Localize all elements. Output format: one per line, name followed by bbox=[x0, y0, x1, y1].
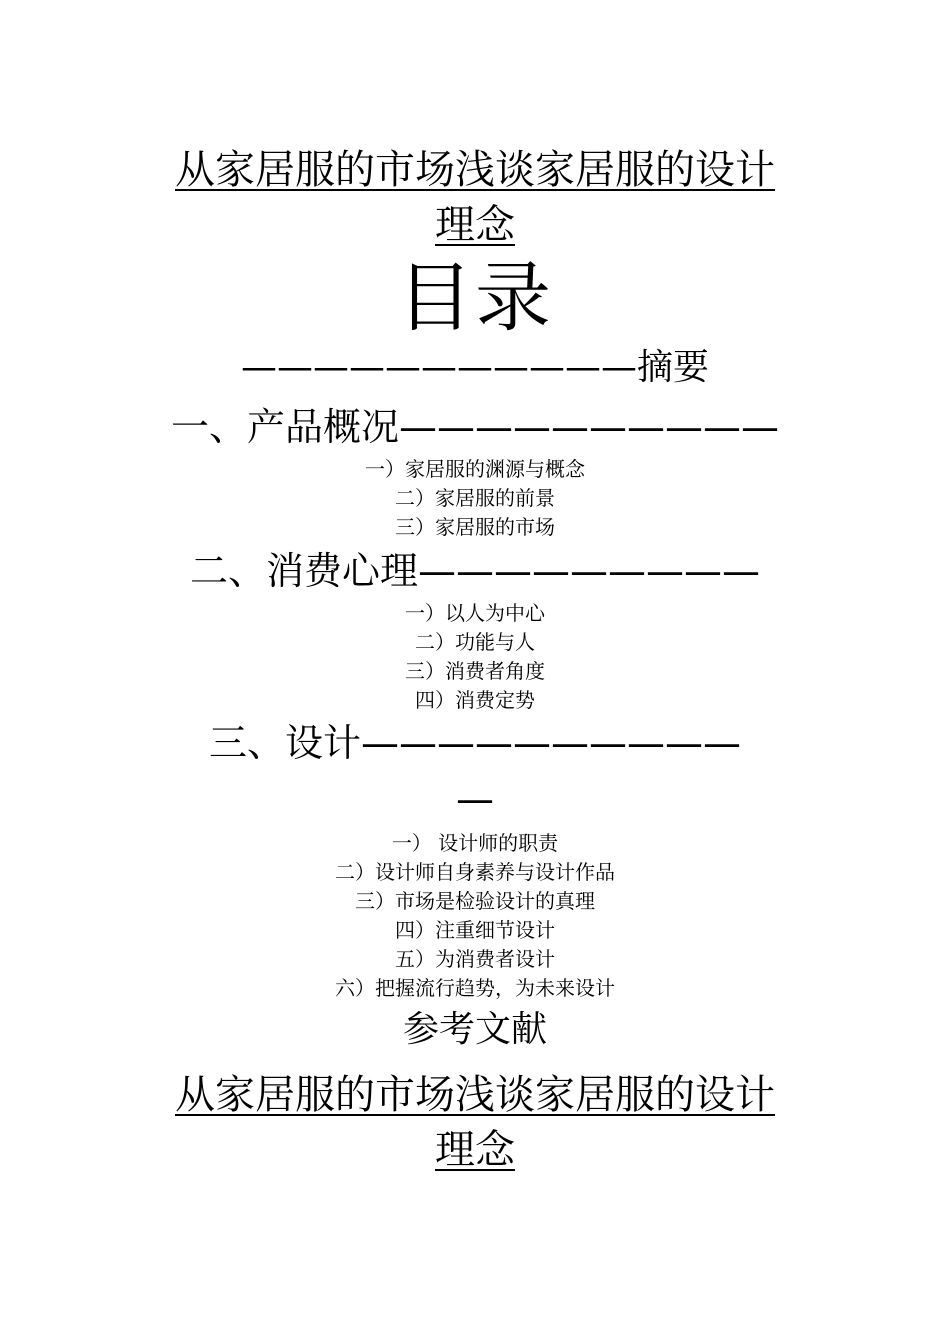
toc-section-label: 二、消费心理 bbox=[189, 549, 418, 593]
toc-subitem: 二）功能与人 bbox=[415, 630, 535, 654]
toc-subitem: 三）消费者角度 bbox=[405, 659, 545, 683]
toc-dash-leader: ————————— bbox=[418, 549, 760, 593]
document-title-line2: 理念 bbox=[435, 202, 515, 248]
toc-subitem: 二）家居服的前景 bbox=[395, 486, 555, 510]
toc-subitem: 三）市场是检验设计的真理 bbox=[355, 889, 595, 913]
toc-section-label: 三、设计 bbox=[208, 721, 361, 765]
toc-subitem: 二）设计师自身素养与设计作品 bbox=[335, 860, 615, 884]
toc-entry-label: 摘要 bbox=[636, 347, 709, 388]
toc-dash-leader: —————————— bbox=[361, 721, 741, 765]
toc-subitem: 四）注重细节设计 bbox=[395, 918, 555, 942]
toc-subitem: 四）消费定势 bbox=[415, 688, 535, 712]
toc-subitem: 五）为消费者设计 bbox=[395, 947, 555, 971]
toc-dash-leader: ——————————— bbox=[240, 347, 637, 388]
toc-entry-references: 参考文献 bbox=[402, 1009, 547, 1050]
toc-subitem: 一）家居服的渊源与概念 bbox=[365, 457, 585, 481]
toc-section-2 bbox=[0, 549, 950, 593]
toc-dash-continuation: — bbox=[456, 777, 494, 821]
toc-section-label: 一、产品概况 bbox=[170, 405, 399, 449]
toc-entry-abstract bbox=[0, 347, 950, 388]
toc-section-1 bbox=[0, 405, 950, 449]
toc-subitem: 六）把握流行趋势，为未来设计 bbox=[335, 976, 615, 1000]
toc-heading: 目录 bbox=[397, 253, 553, 342]
toc-section-3 bbox=[0, 721, 950, 765]
body-title-line1: 从家居服的市场浅谈家居服的设计 bbox=[175, 1072, 775, 1118]
toc-subitem: 三）家居服的市场 bbox=[395, 515, 555, 539]
body-title-line2: 理念 bbox=[435, 1127, 515, 1173]
document-title-line1: 从家居服的市场浅谈家居服的设计 bbox=[175, 147, 775, 193]
toc-dash-leader: —————————— bbox=[399, 405, 779, 449]
toc-subitem: 一） 设计师的职责 bbox=[391, 831, 559, 855]
toc-subitem: 一）以人为中心 bbox=[405, 601, 545, 625]
